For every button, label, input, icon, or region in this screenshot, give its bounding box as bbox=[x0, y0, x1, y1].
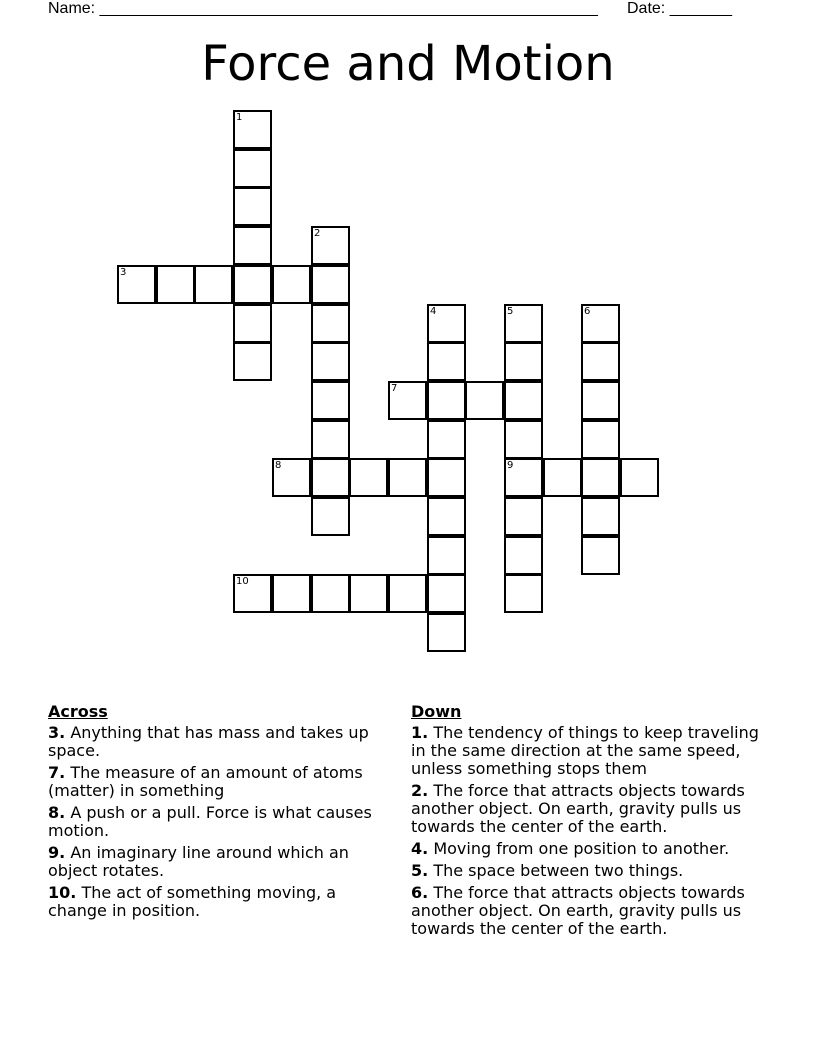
crossword-cell[interactable] bbox=[349, 458, 388, 497]
clue-number: 8. bbox=[48, 803, 66, 822]
clue-text: Anything that has mass and takes up space. bbox=[48, 723, 369, 760]
crossword-cell[interactable] bbox=[156, 265, 195, 304]
cell-number: 5 bbox=[507, 306, 514, 317]
crossword-cell[interactable] bbox=[504, 574, 543, 613]
clue-number: 7. bbox=[48, 763, 66, 782]
crossword-cell[interactable] bbox=[581, 420, 620, 459]
crossword-cell[interactable] bbox=[427, 574, 466, 613]
crossword-cell[interactable] bbox=[272, 458, 311, 497]
clue-number: 5. bbox=[411, 861, 429, 880]
down-clue bbox=[411, 840, 771, 858]
crossword-cell[interactable] bbox=[504, 304, 543, 343]
crossword-cell[interactable] bbox=[311, 342, 350, 381]
cell-number: 1 bbox=[236, 112, 243, 123]
clue-number: 9. bbox=[48, 843, 66, 862]
crossword-cell[interactable] bbox=[427, 342, 466, 381]
down-clue bbox=[411, 782, 771, 836]
across-clue bbox=[48, 764, 398, 800]
crossword-cell[interactable] bbox=[194, 265, 233, 304]
across-clues bbox=[48, 703, 398, 924]
cell-number: 2 bbox=[314, 228, 321, 239]
crossword-cell[interactable] bbox=[311, 226, 350, 265]
crossword-cell[interactable] bbox=[233, 149, 272, 188]
across-heading: Across bbox=[48, 702, 108, 721]
date-field: Date: _______ bbox=[627, 0, 732, 17]
crossword-cell[interactable] bbox=[581, 304, 620, 343]
crossword-cell[interactable] bbox=[543, 458, 582, 497]
crossword-cell[interactable] bbox=[581, 458, 620, 497]
crossword-cell[interactable] bbox=[581, 342, 620, 381]
crossword-cell[interactable] bbox=[504, 536, 543, 575]
crossword-cell[interactable] bbox=[427, 613, 466, 652]
crossword-cell[interactable] bbox=[427, 497, 466, 536]
crossword-cell[interactable] bbox=[311, 304, 350, 343]
cell-number: 8 bbox=[275, 460, 282, 471]
clue-number: 10. bbox=[48, 883, 77, 902]
cell-number: 9 bbox=[507, 460, 514, 471]
crossword-cell[interactable] bbox=[427, 420, 466, 459]
crossword-cell[interactable] bbox=[388, 458, 427, 497]
crossword-cell[interactable] bbox=[504, 497, 543, 536]
crossword-cell[interactable] bbox=[233, 304, 272, 343]
crossword-cell[interactable] bbox=[388, 574, 427, 613]
crossword-cell[interactable] bbox=[620, 458, 659, 497]
clue-text: The act of something moving, a change in position. bbox=[48, 883, 337, 920]
clue-number: 6. bbox=[411, 883, 429, 902]
clue-number: 3. bbox=[48, 723, 66, 742]
clue-text: The force that attracts objects towards another object. On earth, gravity pulls us towards the center of the earth. bbox=[411, 781, 745, 836]
crossword-cell[interactable] bbox=[272, 265, 311, 304]
clue-text: Moving from one position to another. bbox=[433, 839, 730, 858]
crossword-cell[interactable] bbox=[311, 574, 350, 613]
crossword-cell[interactable] bbox=[427, 536, 466, 575]
across-clue bbox=[48, 724, 398, 760]
name-field: Name: ________________________________________________________ bbox=[48, 0, 598, 17]
across-clue bbox=[48, 804, 398, 840]
crossword-cell[interactable] bbox=[504, 381, 543, 420]
crossword-cell[interactable] bbox=[311, 420, 350, 459]
page-title: Force and Motion bbox=[201, 36, 615, 92]
clue-text: A push or a pull. Force is what causes motion. bbox=[48, 803, 372, 840]
cell-number: 6 bbox=[584, 306, 591, 317]
crossword-cell[interactable] bbox=[581, 536, 620, 575]
crossword-cell[interactable] bbox=[311, 458, 350, 497]
down-clue bbox=[411, 884, 771, 938]
cell-number: 3 bbox=[120, 267, 127, 278]
crossword-cell[interactable] bbox=[581, 497, 620, 536]
cell-number: 4 bbox=[430, 306, 437, 317]
crossword-cell[interactable] bbox=[117, 265, 156, 304]
clue-number: 4. bbox=[411, 839, 429, 858]
crossword-cell[interactable] bbox=[388, 381, 427, 420]
crossword-cell[interactable] bbox=[233, 574, 272, 613]
across-clue bbox=[48, 884, 398, 920]
crossword-cell[interactable] bbox=[311, 497, 350, 536]
crossword-cell[interactable] bbox=[272, 574, 311, 613]
clue-number: 2. bbox=[411, 781, 429, 800]
cell-number: 10 bbox=[236, 576, 249, 587]
clue-text: An imaginary line around which an object rotates. bbox=[48, 843, 349, 880]
clue-text: The measure of an amount of atoms (matter) in something bbox=[48, 763, 363, 800]
crossword-cell[interactable] bbox=[581, 381, 620, 420]
down-clue bbox=[411, 862, 771, 880]
crossword-cell[interactable] bbox=[233, 265, 272, 304]
crossword-cell[interactable] bbox=[349, 574, 388, 613]
crossword-cell[interactable] bbox=[427, 458, 466, 497]
crossword-cell[interactable] bbox=[504, 420, 543, 459]
clue-number: 1. bbox=[411, 723, 429, 742]
across-clue bbox=[48, 844, 398, 880]
crossword-cell[interactable] bbox=[465, 381, 504, 420]
clue-text: The tendency of things to keep traveling in the same direction at the same speed, unless something stops them bbox=[411, 723, 759, 778]
down-clues bbox=[411, 703, 771, 942]
crossword-cell[interactable] bbox=[311, 265, 350, 304]
clue-text: The space between two things. bbox=[433, 861, 684, 880]
crossword-cell[interactable] bbox=[311, 381, 350, 420]
down-heading: Down bbox=[411, 702, 462, 721]
cell-number: 7 bbox=[391, 383, 398, 394]
crossword-cell[interactable] bbox=[233, 226, 272, 265]
crossword-cell[interactable] bbox=[504, 458, 543, 497]
crossword-cell[interactable] bbox=[427, 381, 466, 420]
crossword-cell[interactable] bbox=[427, 304, 466, 343]
crossword-cell[interactable] bbox=[504, 342, 543, 381]
crossword-cell[interactable] bbox=[233, 342, 272, 381]
clue-text: The force that attracts objects towards another object. On earth, gravity pulls us towards the center of the earth. bbox=[411, 883, 745, 938]
crossword-cell[interactable] bbox=[233, 110, 272, 149]
crossword-cell[interactable] bbox=[233, 187, 272, 226]
down-clue bbox=[411, 724, 771, 778]
